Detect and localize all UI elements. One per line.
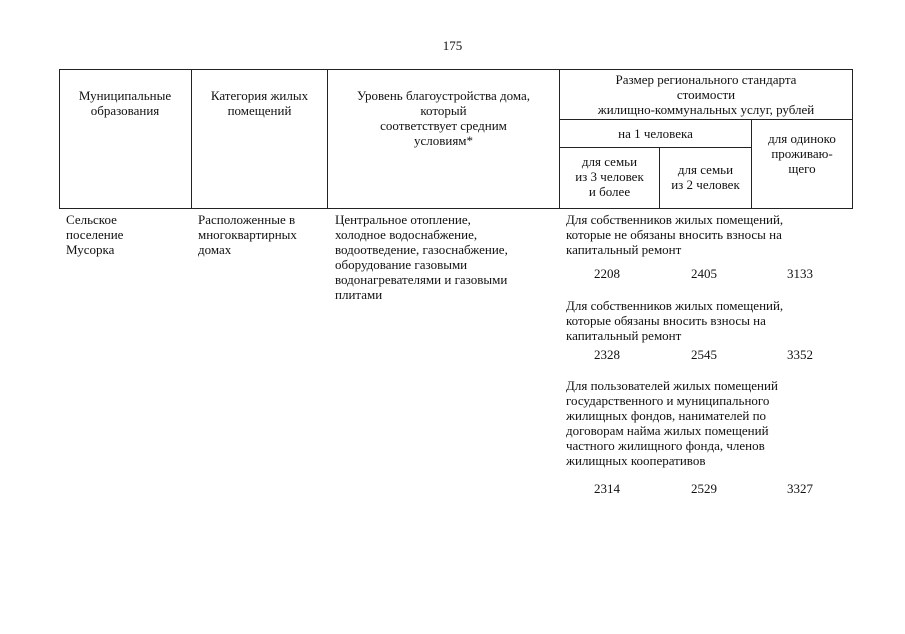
value-family3: 2328 [594, 347, 620, 362]
value-family2: 2405 [691, 266, 717, 281]
value-single: 3352 [787, 347, 813, 362]
header-family2: для семьи из 2 человек [671, 162, 740, 192]
value-single: 3133 [787, 266, 813, 281]
table-header [59, 69, 853, 209]
header-standard-size: Размер регионального стандарта стоимости жилищно-коммунальных услуг, рублей [597, 72, 815, 117]
header-right-border [852, 69, 853, 209]
header-top-border [59, 69, 853, 70]
page-number: 175 [442, 38, 463, 53]
owners-obliged-label: Для собственников жилых помещений, которые обязаны вносить взносы на капитальный ремонт [566, 298, 784, 343]
value-family2: 2545 [691, 347, 717, 362]
cell-municipality: Сельское поселение Мусорка [66, 212, 124, 257]
header-bottom-border [59, 208, 853, 209]
header-single: для одиноко проживаю- щего [768, 131, 836, 176]
value-family3: 2314 [594, 481, 620, 496]
header-level: Уровень благоустройства дома, который соответствует средним условиям* [356, 88, 531, 148]
header-municipality: Муниципальные образования [78, 88, 172, 118]
header-per-person: на 1 человека [618, 126, 693, 141]
value-family2: 2529 [691, 481, 717, 496]
header-category: Категория жилых помещений [210, 88, 309, 118]
cell-level: Центральное отопление, холодное водоснабжение, водоотведение, газоснабжение, оборудование газовыми водонагревателями и газовыми плитами [335, 212, 508, 302]
value-single: 3327 [787, 481, 813, 496]
owners-not-obliged-label: Для собственников жилых помещений, которые не обязаны вносить взносы на капитальный ремонт [566, 212, 784, 257]
header-family3: для семьи из 3 человек и более [575, 154, 644, 199]
group-divider [559, 119, 853, 120]
per-person-divider [559, 147, 751, 148]
tenants-label: Для пользователей жилых помещений государственного и муниципального жилищных фондов, нанимателей по договорам найма жилых помещений частного жилищного фонда, членов жилищных кооперативов [566, 378, 778, 468]
value-family3: 2208 [594, 266, 620, 281]
cell-category: Расположенные в многоквартирных домах [198, 212, 297, 257]
